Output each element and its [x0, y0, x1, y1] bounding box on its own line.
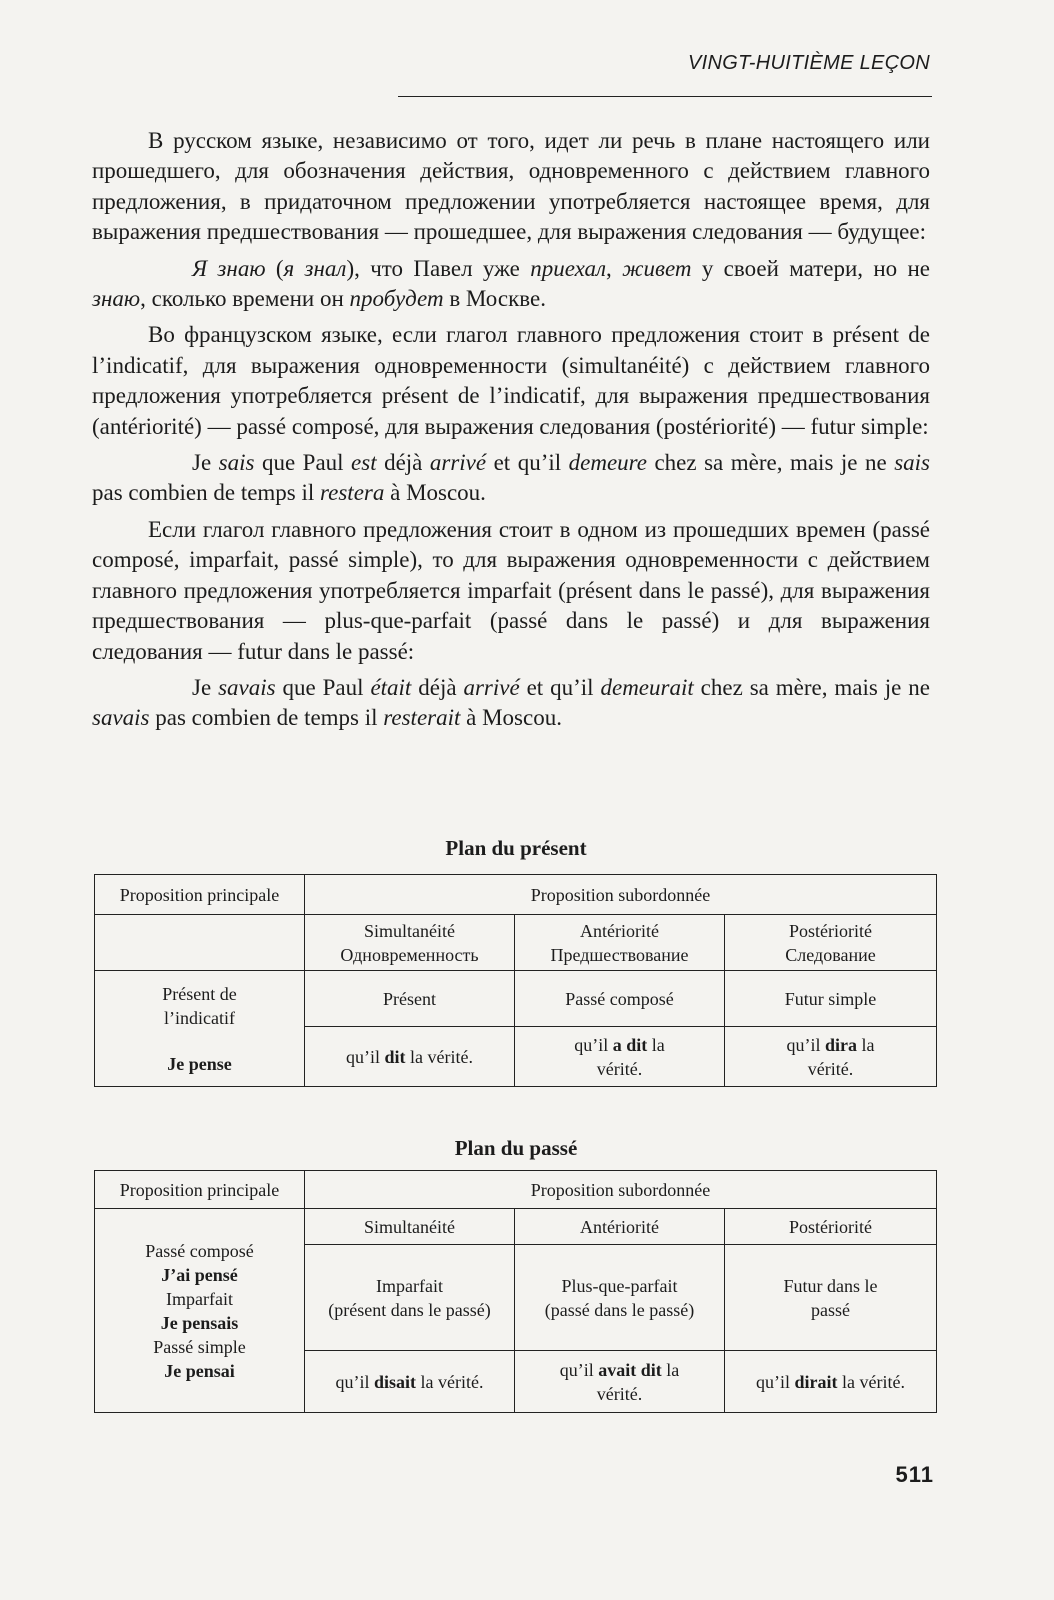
page-number: 511	[895, 1462, 934, 1487]
ex-post: la vérité.	[416, 1371, 484, 1392]
tense-l1: Imparfait	[376, 1275, 443, 1296]
ex-verb: disait	[374, 1371, 417, 1392]
table-row	[95, 971, 937, 1027]
ex3-l: resterait	[383, 705, 461, 731]
col-ru: Следование	[785, 944, 876, 965]
ex2-f: arrivé	[429, 450, 487, 476]
ex1-b: (	[265, 255, 284, 281]
main-line-bold: Je pensai	[164, 1360, 235, 1381]
ex-post: la vérité.	[596, 1034, 665, 1079]
ex-verb: a dit	[612, 1034, 648, 1055]
ex-pre: qu’il	[346, 1046, 385, 1067]
main-tense-cell	[95, 1209, 305, 1413]
ex3-e: déjà	[411, 674, 464, 700]
ex-post: la vérité.	[405, 1046, 473, 1067]
ex1-c: я знал	[283, 255, 347, 281]
header-subordonnee: Proposition subordonnée	[305, 1171, 937, 1209]
ex1-j: , сколько времени он	[140, 286, 350, 312]
header-principale: Proposition principale	[95, 1171, 305, 1209]
ex3-h: demeurait	[600, 674, 694, 700]
tense-cell	[515, 1245, 725, 1351]
tense-l1: Plus-que-parfait	[561, 1275, 678, 1296]
main-tense-cell	[95, 971, 305, 1087]
header-subordonnee: Proposition subordonnée	[305, 875, 937, 915]
col-ru: Одновременность	[340, 944, 479, 965]
ex-pre: qu’il	[756, 1371, 795, 1392]
ex2-k: pas combien de temps il	[92, 480, 321, 506]
example-french-present	[92, 448, 930, 509]
table-present	[94, 874, 937, 1087]
example-french-passe	[92, 673, 930, 734]
col-anteriorite: Antériorité	[515, 1209, 725, 1245]
ex1-l: в Москве.	[443, 286, 546, 312]
ex2-c: que Paul	[254, 450, 352, 476]
paragraph-french-present: Во французском языке, если глагол главного предложения стоит в présent de l’indicatif, для выражения одновременности (simultanéité) с действием главного предложения употребляется présent de l’indicatif, для выражения предшествования (antériorité) — passé composé, для выражения следования (postériorité) — futur simple:	[92, 322, 930, 439]
main-line: Passé composé	[145, 1240, 254, 1261]
ex1-d: ), что Павел уже	[346, 255, 531, 281]
ex1-g: живет	[622, 255, 692, 281]
col-ru: Предшествование	[550, 944, 689, 965]
ex3-i: chez sa mère, mais je ne	[693, 674, 930, 700]
ex1-a: Я знаю	[192, 255, 266, 281]
main-example: Je pense	[167, 1053, 232, 1074]
example-cell	[305, 1351, 515, 1413]
ex-verb: dira	[825, 1034, 858, 1055]
tense-l2: (passé dans le passé)	[544, 1299, 695, 1320]
col-posteriorite: Postériorité	[725, 1209, 937, 1245]
example-cell	[725, 1027, 937, 1087]
ex2-e: déjà	[376, 450, 430, 476]
ex2-l: restera	[320, 480, 385, 506]
ex3-g: et qu’il	[519, 674, 601, 700]
ex3-a: Je	[192, 674, 219, 700]
ex3-d: était	[370, 674, 412, 700]
empty-cell	[95, 915, 305, 971]
paragraph-russian: В русском языке, независимо от того, идет ли речь в плане настоящего или прошедшего, для обозначения действия, одновременного с действием главного предложения, в придаточном предложении употребляется настоящее время, для выражения предшествования — прошедшее, для выражения следования — будущее:	[92, 128, 930, 245]
main-tense: Présent de l’indicatif	[162, 983, 237, 1028]
col-fr: Antériorité	[580, 920, 659, 941]
ex2-m: à Moscou.	[384, 480, 486, 506]
tense-cell: Passé composé	[515, 971, 725, 1027]
tense-cell: Présent	[305, 971, 515, 1027]
ex1-i: знаю	[92, 286, 141, 312]
col-simultaneite	[305, 915, 515, 971]
example-cell	[305, 1027, 515, 1087]
tense-l2: (présent dans le passé)	[328, 1299, 491, 1320]
header-principale: Proposition principale	[95, 875, 305, 915]
col-fr: Simultanéité	[364, 920, 455, 941]
ex1-e: приехал	[530, 255, 607, 281]
tense-l1: Futur dans le	[783, 1275, 878, 1296]
ex-pre: qu’il	[574, 1034, 613, 1055]
col-fr: Postériorité	[789, 920, 872, 941]
ex3-j: savais	[92, 705, 150, 731]
main-line-bold: Je pensais	[160, 1312, 239, 1333]
ex1-h: у своей матери, но не	[691, 255, 930, 281]
ex-verb: avait dit	[598, 1359, 662, 1380]
ex2-i: chez sa mère, mais je ne	[646, 450, 895, 476]
example-cell	[515, 1351, 725, 1413]
ex3-k: pas combien de temps il	[149, 705, 384, 731]
ex2-j: sais	[894, 450, 930, 476]
table-passe	[94, 1170, 937, 1413]
table-passe-caption: Plan du passé	[454, 1136, 578, 1160]
ex2-g: et qu’il	[486, 450, 569, 476]
table-row	[95, 1171, 937, 1209]
ex2-a: Je	[192, 450, 219, 476]
running-header: VINGT-HUITIÈME LEÇON	[688, 52, 930, 74]
example-russian	[92, 254, 930, 315]
main-line: Passé simple	[153, 1336, 246, 1357]
table-row	[95, 915, 937, 971]
header-rule	[398, 96, 932, 97]
tense-cell: Futur simple	[725, 971, 937, 1027]
ex-post: la vérité.	[596, 1359, 680, 1404]
ex-post: la vérité.	[807, 1034, 875, 1079]
table-present-caption: Plan du présent	[445, 836, 587, 860]
tense-l2: passé	[811, 1299, 850, 1320]
ex1-f: ,	[606, 255, 623, 281]
ex-verb: dit	[384, 1046, 406, 1067]
main-line-bold: J’ai pensé	[161, 1264, 238, 1285]
paragraph-french-passe: Если глагол главного предложения стоит в одном из прошедших времен (passé composé, imparfait, passé simple), то для выражения одновременности с действием главного предложения употребляется imparfait (présent dans le passé), для выражения предшествования — plus-que-parfait (passé dans le passé) и для выражения следования — futur dans le passé:	[92, 516, 930, 664]
col-simultaneite: Simultanéité	[305, 1209, 515, 1245]
ex-verb: dirait	[794, 1371, 838, 1392]
ex2-h: demeure	[568, 450, 647, 476]
ex3-c: que Paul	[275, 674, 371, 700]
ex-pre: qu’il	[559, 1359, 599, 1380]
example-cell	[725, 1351, 937, 1413]
ex2-b: sais	[218, 450, 255, 476]
table-row	[95, 875, 937, 915]
ex-pre: qu’il	[335, 1371, 374, 1392]
table-row	[95, 1209, 937, 1245]
ex1-k: пробудет	[349, 286, 444, 312]
col-posteriorite	[725, 915, 937, 971]
ex-pre: qu’il	[786, 1034, 825, 1055]
ex3-b: savais	[218, 674, 276, 700]
ex3-f: arrivé	[463, 674, 520, 700]
tense-cell	[305, 1245, 515, 1351]
ex2-d: est	[351, 450, 377, 476]
tense-cell	[725, 1245, 937, 1351]
ex-post: la vérité.	[837, 1371, 905, 1392]
body-text	[92, 126, 930, 740]
example-cell	[515, 1027, 725, 1087]
col-anteriorite	[515, 915, 725, 971]
main-line: Imparfait	[166, 1288, 233, 1309]
ex3-m: à Moscou.	[460, 705, 562, 731]
